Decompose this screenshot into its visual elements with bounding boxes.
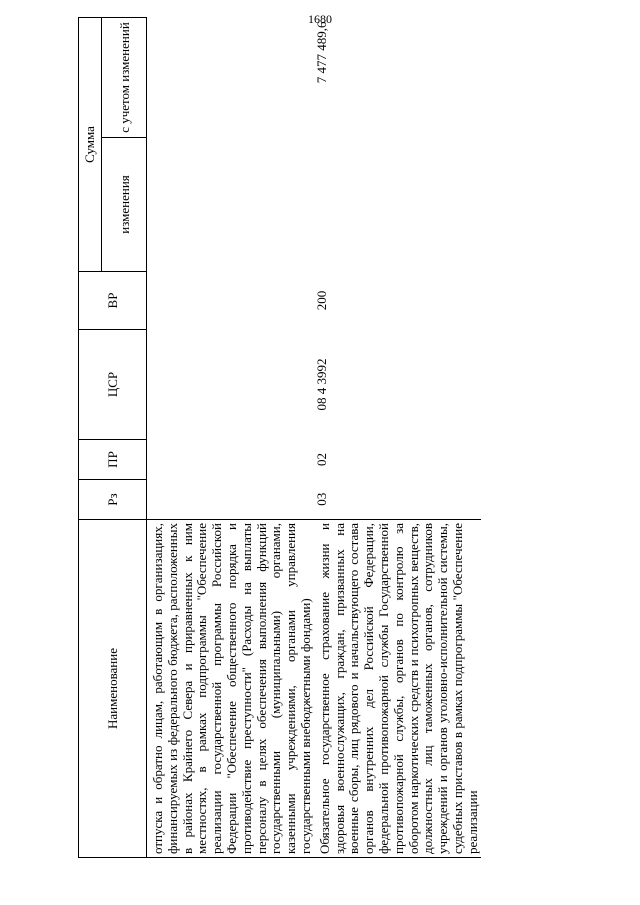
row-1-pr bbox=[147, 440, 314, 480]
row-2-changes bbox=[314, 138, 481, 272]
row-1-rz bbox=[147, 480, 314, 520]
header-changes: изменения bbox=[102, 138, 147, 272]
row-2-vr: 200 bbox=[313, 290, 329, 311]
header-vr: ВР bbox=[79, 272, 147, 330]
header-name: Наименование bbox=[79, 520, 147, 858]
row-1-name bbox=[147, 520, 314, 858]
row-1-text: отпуска и обратно лицам, работающим в организациях, финансируемых из федерального бюджета, расположенных в районах Крайнего Севера и приравненных к ним местностях, в рамках подпрограммы "Обеспечение реализации государственной программы Российской Федерации "Обеспечение общественного порядка и противодействие преступности" (Расходы на выплаты персоналу в целях обеспечения выполнения функций государственными (муниципальными) органами, казенными учреждениями, органами управления государственными внебюджетными фондами) bbox=[150, 523, 313, 854]
header-rz: Рз bbox=[79, 480, 147, 520]
row-2-pr: 02 bbox=[313, 453, 329, 466]
row-1-csr bbox=[147, 330, 314, 440]
header-csr: ЦСР bbox=[79, 330, 147, 440]
row-2-name bbox=[314, 520, 481, 858]
row-2-text: Обязательное государственное страхование жизни и здоровья военнослужащих, граждан, призванных на военные сборы, лиц рядового и начальствующего состава органов внутренних дел Российской Федерации, федеральной противопожарной службы Государственной противопожарной службы, органов по контролю за оборотом наркотических средств и психотропных веществ, должностных лиц таможенных органов, сотрудников учреждений и органов уголовно-исполнительной системы, судебных приставов в рамках подпрограммы "Обеспечение реализации bbox=[316, 523, 480, 854]
rotated-page bbox=[78, 18, 598, 858]
row-2-with-changes: 7 477 489,6 bbox=[313, 21, 329, 84]
row-1-changes bbox=[147, 138, 314, 272]
row-2-csr: 08 4 3992 bbox=[313, 358, 329, 411]
header-with-changes: с учетом изменений bbox=[102, 18, 147, 138]
row-1-vr bbox=[147, 272, 314, 330]
page-number: 1680 bbox=[308, 12, 332, 26]
row-1-with-changes bbox=[147, 18, 314, 138]
header-sum: Сумма bbox=[79, 18, 102, 272]
header-pr: ПР bbox=[79, 440, 147, 480]
row-2-rz: 03 bbox=[313, 492, 329, 506]
budget-table bbox=[78, 17, 481, 858]
